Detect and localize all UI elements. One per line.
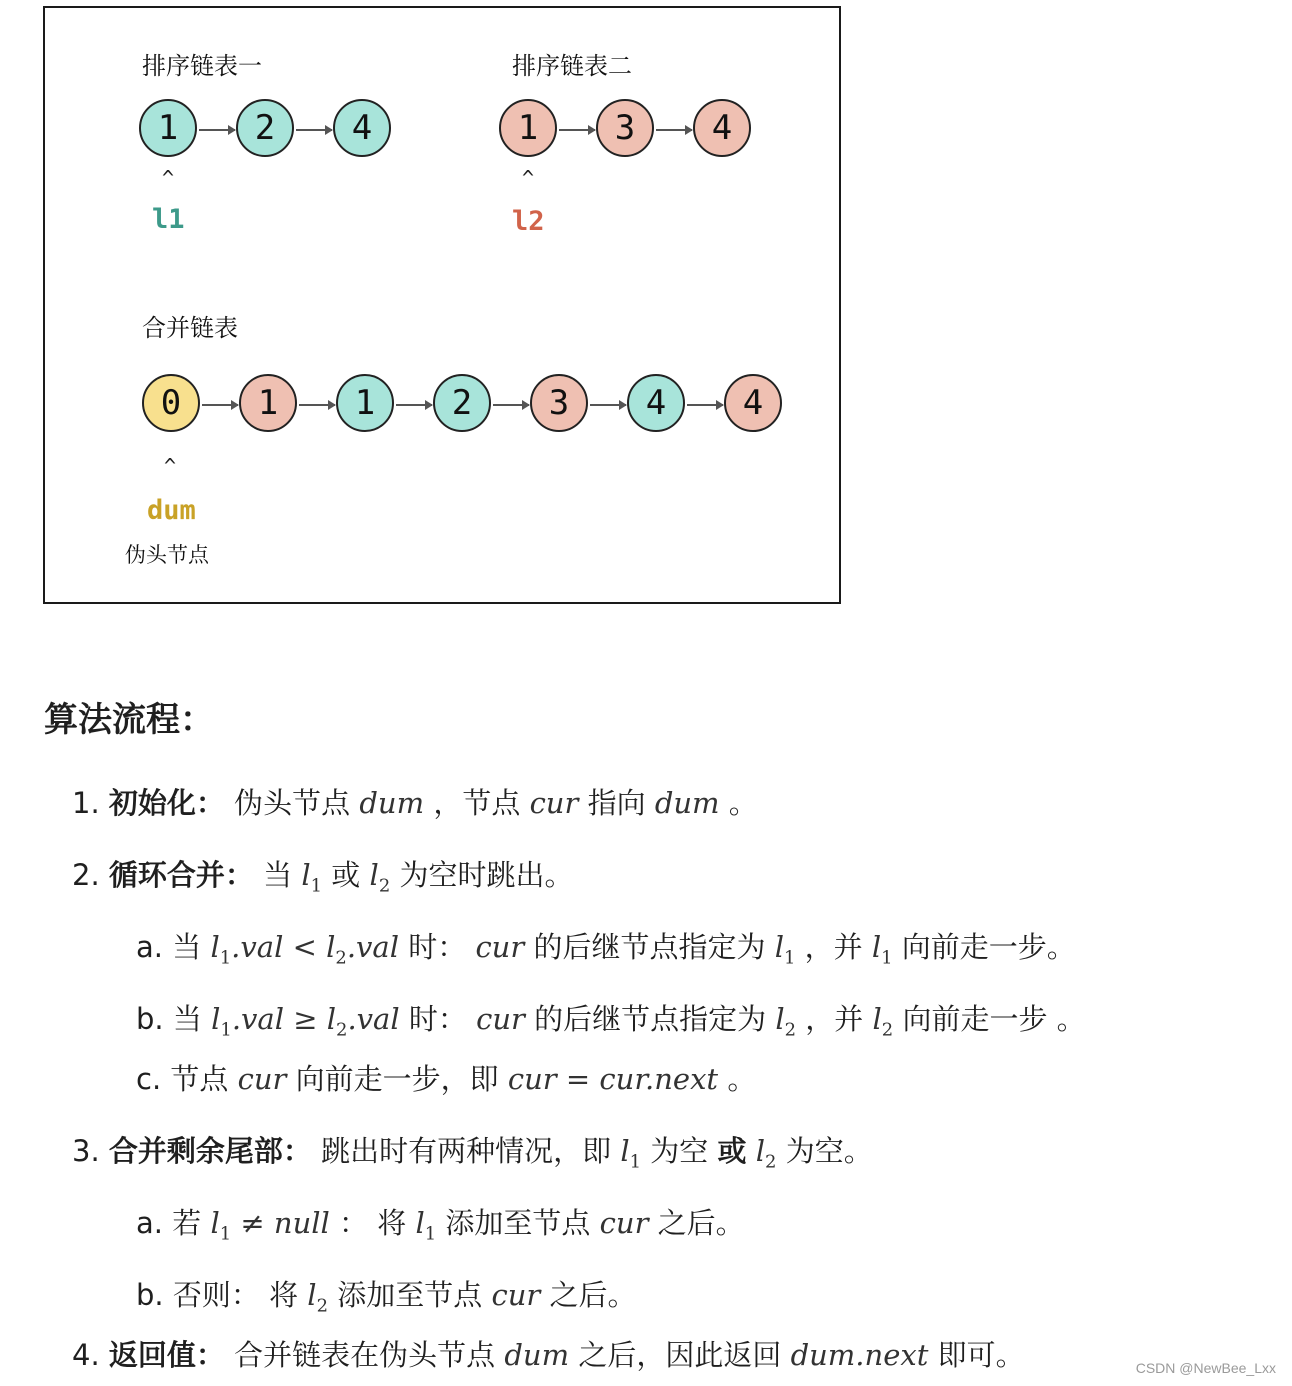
step-3b: b. 否则： 将 $l_2$ 添加至节点 cur 之后。 [136, 1278, 637, 1317]
arrow [559, 129, 595, 131]
arrow [299, 404, 335, 406]
arrow [493, 404, 529, 406]
step-number: 2. [72, 858, 100, 892]
list2-node: 1 [499, 99, 557, 157]
step-3a: a. 若 $l_1$ ≠ null ： 将 $l_1$ 添加至节点 cur 之后。 [136, 1206, 745, 1245]
list1-node: 1 [139, 99, 197, 157]
step-title: 循环合并： [108, 858, 254, 892]
step-number: a. [136, 1206, 163, 1240]
step-number: b. [136, 1002, 164, 1036]
list1-label: 排序链表一 [142, 52, 262, 80]
step-2c: c. 节点 cur 向前走一步，即 cur = cur.next 。 [136, 1062, 757, 1096]
algorithm-heading: 算法流程： [44, 700, 214, 740]
arrow [396, 404, 432, 406]
merged-node: 1 [239, 374, 297, 432]
arrow [687, 404, 723, 406]
arrow [296, 129, 332, 131]
merged-label: 合并链表 [142, 314, 238, 342]
step-title: 合并剩余尾部： [108, 1134, 312, 1168]
list2-node: 4 [693, 99, 751, 157]
step-2b: b. 当 $l_1.val \ge l_2.val$ 时： cur 的后继节点指定为 $l_2$ ，并 $l_2$ 向前走一步 。 [136, 1002, 1086, 1041]
list2-label: 排序链表二 [512, 52, 632, 80]
dum-pointer-label: dum [147, 495, 196, 526]
merged-node: 4 [724, 374, 782, 432]
step-number: 1. [72, 786, 100, 820]
step-number: 4. [72, 1338, 100, 1372]
arrow [590, 404, 626, 406]
l1-caret: ^ [162, 166, 175, 190]
dummy-node-caption: 伪头节点 [125, 543, 209, 567]
list1-node: 2 [236, 99, 294, 157]
merged-node: 3 [530, 374, 588, 432]
step-number: 3. [72, 1134, 100, 1168]
step-1: 1. 初始化： 伪头节点 dum ，节点 cur 指向 dum 。 [72, 786, 758, 820]
merged-node: 0 [142, 374, 200, 432]
step-number: b. [136, 1278, 164, 1312]
merged-node: 1 [336, 374, 394, 432]
l1-pointer-label: l1 [152, 204, 185, 235]
step-2a: a. 当 $l_1.val < l_2.val$ 时： cur 的后继节点指定为 $l_1$ ，并 $l_1$ 向前走一步。 [136, 930, 1076, 969]
arrow [202, 404, 238, 406]
watermark: CSDN @NewBee_Lxx [1135, 1360, 1276, 1376]
step-number: a. [136, 930, 163, 964]
dum-caret: ^ [164, 454, 177, 478]
step-title: 初始化： [108, 786, 225, 820]
step-4: 4. 返回值： 合并链表在伪头节点 dum 之后，因此返回 dum.next 即可。 [72, 1338, 1025, 1372]
list2-node: 3 [596, 99, 654, 157]
step-2: 2. 循环合并： 当 $l_1$ 或 $l_2$ 为空时跳出。 [72, 858, 574, 897]
arrow [199, 129, 235, 131]
step-number: c. [136, 1062, 162, 1096]
l2-pointer-label: l2 [512, 206, 545, 237]
step-title: 返回值： [108, 1338, 225, 1372]
merged-node: 2 [433, 374, 491, 432]
l2-caret: ^ [522, 166, 535, 190]
step-3: 3. 合并剩余尾部： 跳出时有两种情况，即 $l_1$ 为空 或 $l_2$ 为空。 [72, 1134, 873, 1173]
arrow [656, 129, 692, 131]
list1-node: 4 [333, 99, 391, 157]
merged-node: 4 [627, 374, 685, 432]
linked-list-figure [43, 6, 841, 604]
